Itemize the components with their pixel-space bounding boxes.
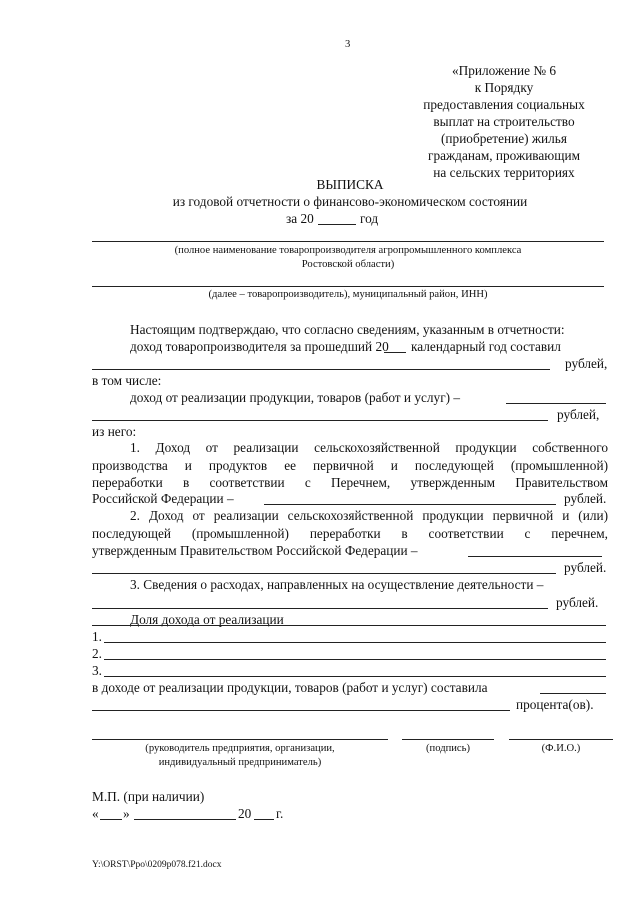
- share-total-line: [540, 693, 606, 694]
- item1-line1: 1. Доход от реализации сельскохозяйственной продукции собственного: [130, 440, 608, 455]
- date-year-prefix: 20: [238, 806, 252, 821]
- income-prefix: доход товаропроизводителя за прошедший 20: [130, 339, 389, 354]
- date-month-line: [134, 819, 236, 820]
- item2-amount-line-2: [92, 573, 556, 574]
- head-signature-line: [92, 739, 388, 740]
- item1-amount-line: [264, 504, 556, 505]
- share-item-1: 1.: [92, 629, 102, 644]
- share-item-2: 2.: [92, 646, 102, 661]
- file-path: Y:\ORST\Ppo\0209p078.f21.docx: [92, 860, 222, 870]
- share-line-1: [104, 642, 606, 643]
- item3-amount-line: [92, 608, 548, 609]
- sales-income-rubles: рублей,: [557, 407, 600, 422]
- share-line-3: [104, 676, 606, 677]
- item1-line3: переработки в соответствии с Перечнем, утвержденным Правительством: [92, 475, 608, 490]
- producer-name-line: [92, 241, 604, 242]
- date-open-quote: «: [92, 806, 99, 821]
- percent-line: [92, 710, 510, 711]
- year-suffix: год: [360, 211, 379, 226]
- appendix-line: (приобретение) жилья: [441, 131, 567, 146]
- confirm-text: Настоящим подтверждаю, что согласно сведениям, указанным в отчетности:: [130, 322, 565, 337]
- document-title: ВЫПИСКА: [316, 177, 384, 192]
- appendix-header: [404, 62, 604, 181]
- producer-info-caption: (далее – товаропроизводитель), муниципальный район, ИНН): [208, 289, 488, 300]
- income-year-blank: [384, 352, 406, 353]
- date-day-line: [100, 819, 122, 820]
- appendix-line: гражданам, проживающим: [427, 148, 581, 163]
- income-rubles: рублей,: [565, 356, 608, 371]
- date-close-quote: »: [123, 806, 130, 821]
- item2-line1: 2. Доход от реализации сельскохозяйственной продукции первичной и (или): [130, 508, 608, 523]
- appendix-line: предоставления социальных: [423, 97, 585, 112]
- producer-name-caption-1: (полное наименование товаропроизводителя агропромышленного комплекса: [174, 245, 522, 256]
- sales-income-label: доход от реализации продукции, товаров (работ и услуг) –: [130, 390, 461, 405]
- share-item-3: 3.: [92, 663, 102, 678]
- of-it-label: из него:: [92, 424, 137, 439]
- item2-line2: последующей (промышленной) переработки в соответствии с перечнем,: [92, 526, 608, 541]
- year-blank: [318, 224, 356, 225]
- date-year-line: [254, 819, 274, 820]
- signature-line: [402, 739, 494, 740]
- producer-name-caption-2: Ростовской области): [301, 259, 395, 270]
- item2-amount-line-1: [468, 556, 602, 557]
- stamp-label: М.П. (при наличии): [92, 789, 205, 804]
- share-line-2: [104, 659, 606, 660]
- income-amount-line: [92, 369, 550, 370]
- appendix-line: «Приложение № 6: [452, 63, 556, 78]
- producer-info-line: [92, 286, 604, 287]
- year-prefix: за 20: [286, 211, 314, 226]
- signature-caption: (подпись): [426, 743, 470, 754]
- share-total-text: в доходе от реализации продукции, товаров (работ и услуг) составила: [92, 680, 488, 695]
- item2-rubles: рублей.: [564, 560, 607, 575]
- appendix-line: на сельских территориях: [433, 165, 575, 180]
- share-title: Доля дохода от реализации: [130, 612, 284, 627]
- item1-rubles: рублей.: [564, 491, 607, 506]
- fio-line: [509, 739, 613, 740]
- page-number: 3: [345, 39, 351, 50]
- sales-income-line-2: [92, 420, 548, 421]
- document-subtitle: из годовой отчетности о финансово-экономическом состоянии: [172, 194, 528, 209]
- item1-line4: Российской Федерации –: [92, 491, 234, 506]
- head-caption-2: индивидуальный предприниматель): [158, 757, 322, 768]
- share-title-line: [92, 625, 606, 626]
- percent-label: процента(ов).: [516, 697, 594, 712]
- including-label: в том числе:: [92, 373, 162, 388]
- item1-line2: производства и продуктов ее первичной и последующей (промышленной): [92, 458, 608, 473]
- item3-rubles: рублей.: [556, 595, 599, 610]
- head-caption-1: (руководитель предприятия, организации,: [145, 743, 335, 754]
- sales-income-line-1: [506, 403, 606, 404]
- fio-caption: (Ф.И.О.): [541, 743, 581, 754]
- item2-line3: утвержденным Правительством Российской Федерации –: [92, 543, 418, 558]
- income-suffix: календарный год составил: [411, 339, 561, 354]
- appendix-line: к Порядку: [474, 80, 534, 95]
- appendix-line: выплат на строительство: [433, 114, 575, 129]
- date-g-label: г.: [276, 806, 284, 821]
- item3-line1: 3. Сведения о расходах, направленных на осуществление деятельности –: [130, 577, 544, 592]
